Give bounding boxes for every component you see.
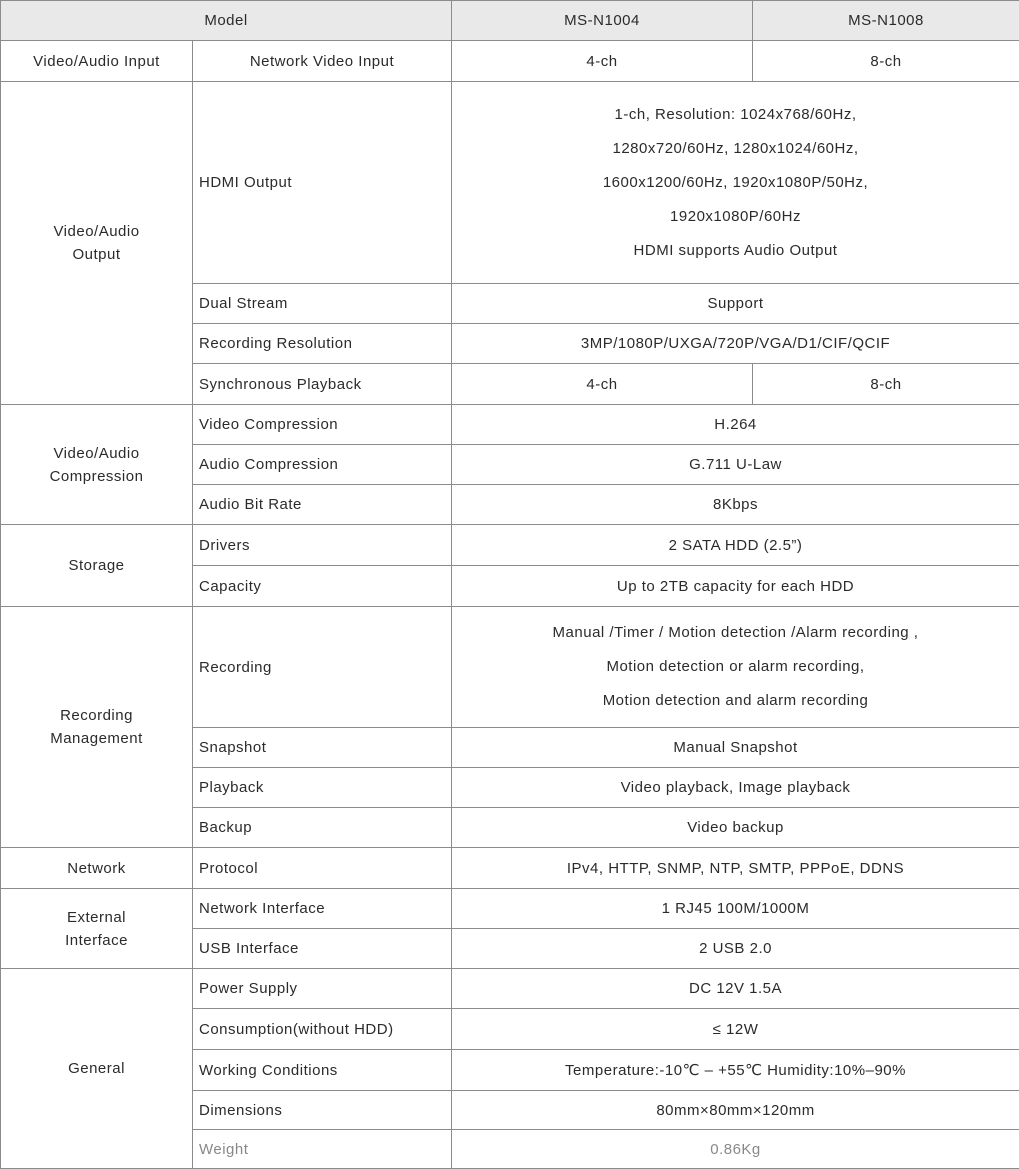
table-row xyxy=(1,607,1019,728)
feature-usb-interface: USB Interface xyxy=(193,929,452,969)
feature-recording-resolution: Recording Resolution xyxy=(193,324,452,364)
category-recording-management: Recording Management xyxy=(1,607,193,848)
table-row xyxy=(1,405,1019,445)
table-row xyxy=(1,889,1019,929)
feature-audio-bit-rate: Audio Bit Rate xyxy=(193,485,452,525)
feature-playback: Playback xyxy=(193,768,452,808)
value-recording-resolution: 3MP/1080P/UXGA/720P/VGA/D1/CIF/QCIF xyxy=(452,324,1019,364)
model-header: Model xyxy=(1,1,452,41)
value-b-synchronous-playback: 8-ch xyxy=(753,364,1019,405)
value-recording: Manual /Timer / Motion detection /Alarm recording , Motion detection or alarm recording, Motion detection and alarm recording xyxy=(452,607,1019,728)
value-video-compression: H.264 xyxy=(452,405,1019,445)
feature-network-video-input: Network Video Input xyxy=(193,41,452,82)
value-hdmi-output: 1-ch, Resolution: 1024x768/60Hz, 1280x720/60Hz, 1280x1024/60Hz, 1600x1200/60Hz, 1920x1080P/50Hz, 1920x1080P/60Hz HDMI supports Audio Output xyxy=(452,82,1019,284)
value-weight: 0.86Kg xyxy=(452,1130,1019,1169)
table-row xyxy=(1,848,1019,889)
category-compression: Video/Audio Compression xyxy=(1,405,193,525)
value-working-conditions: Temperature:-10℃ – +55℃ Humidity:10%–90% xyxy=(452,1050,1019,1091)
value-snapshot: Manual Snapshot xyxy=(452,728,1019,768)
value-dual-stream: Support xyxy=(452,284,1019,324)
value-network-interface: 1 RJ45 100M/1000M xyxy=(452,889,1019,929)
feature-network-interface: Network Interface xyxy=(193,889,452,929)
value-consumption: ≤ 12W xyxy=(452,1009,1019,1050)
feature-recording: Recording xyxy=(193,607,452,728)
feature-protocol: Protocol xyxy=(193,848,452,889)
value-playback: Video playback, Image playback xyxy=(452,768,1019,808)
category-general: General xyxy=(1,969,193,1169)
model-a-header: MS-N1004 xyxy=(452,1,753,41)
feature-weight: Weight xyxy=(193,1130,452,1169)
value-b-network-video-input: 8-ch xyxy=(753,41,1019,82)
category-video-input: Video/Audio Input xyxy=(1,41,193,82)
model-b-header: MS-N1008 xyxy=(753,1,1019,41)
feature-dual-stream: Dual Stream xyxy=(193,284,452,324)
feature-consumption: Consumption(without HDD) xyxy=(193,1009,452,1050)
value-drivers: 2 SATA HDD (2.5”) xyxy=(452,525,1019,566)
feature-working-conditions: Working Conditions xyxy=(193,1050,452,1091)
value-audio-compression: G.711 U-Law xyxy=(452,445,1019,485)
header-row xyxy=(1,1,1019,41)
feature-snapshot: Snapshot xyxy=(193,728,452,768)
value-usb-interface: 2 USB 2.0 xyxy=(452,929,1019,969)
table-row xyxy=(1,41,1019,82)
feature-drivers: Drivers xyxy=(193,525,452,566)
value-backup: Video backup xyxy=(452,808,1019,848)
feature-synchronous-playback: Synchronous Playback xyxy=(193,364,452,405)
value-protocol: IPv4, HTTP, SNMP, NTP, SMTP, PPPoE, DDNS xyxy=(452,848,1019,889)
feature-dimensions: Dimensions xyxy=(193,1091,452,1130)
feature-capacity: Capacity xyxy=(193,566,452,607)
table-row xyxy=(1,82,1019,284)
category-network: Network xyxy=(1,848,193,889)
feature-audio-compression: Audio Compression xyxy=(193,445,452,485)
value-audio-bit-rate: 8Kbps xyxy=(452,485,1019,525)
value-power-supply: DC 12V 1.5A xyxy=(452,969,1019,1009)
value-dimensions: 80mm×80mm×120mm xyxy=(452,1091,1019,1130)
table-row xyxy=(1,525,1019,566)
value-a-synchronous-playback: 4-ch xyxy=(452,364,753,405)
feature-hdmi-output: HDMI Output xyxy=(193,82,452,284)
feature-backup: Backup xyxy=(193,808,452,848)
category-external-interface: External Interface xyxy=(1,889,193,969)
table-row xyxy=(1,969,1019,1009)
category-storage: Storage xyxy=(1,525,193,607)
category-video-output: Video/Audio Output xyxy=(1,82,193,405)
value-capacity: Up to 2TB capacity for each HDD xyxy=(452,566,1019,607)
value-a-network-video-input: 4-ch xyxy=(452,41,753,82)
feature-power-supply: Power Supply xyxy=(193,969,452,1009)
feature-video-compression: Video Compression xyxy=(193,405,452,445)
